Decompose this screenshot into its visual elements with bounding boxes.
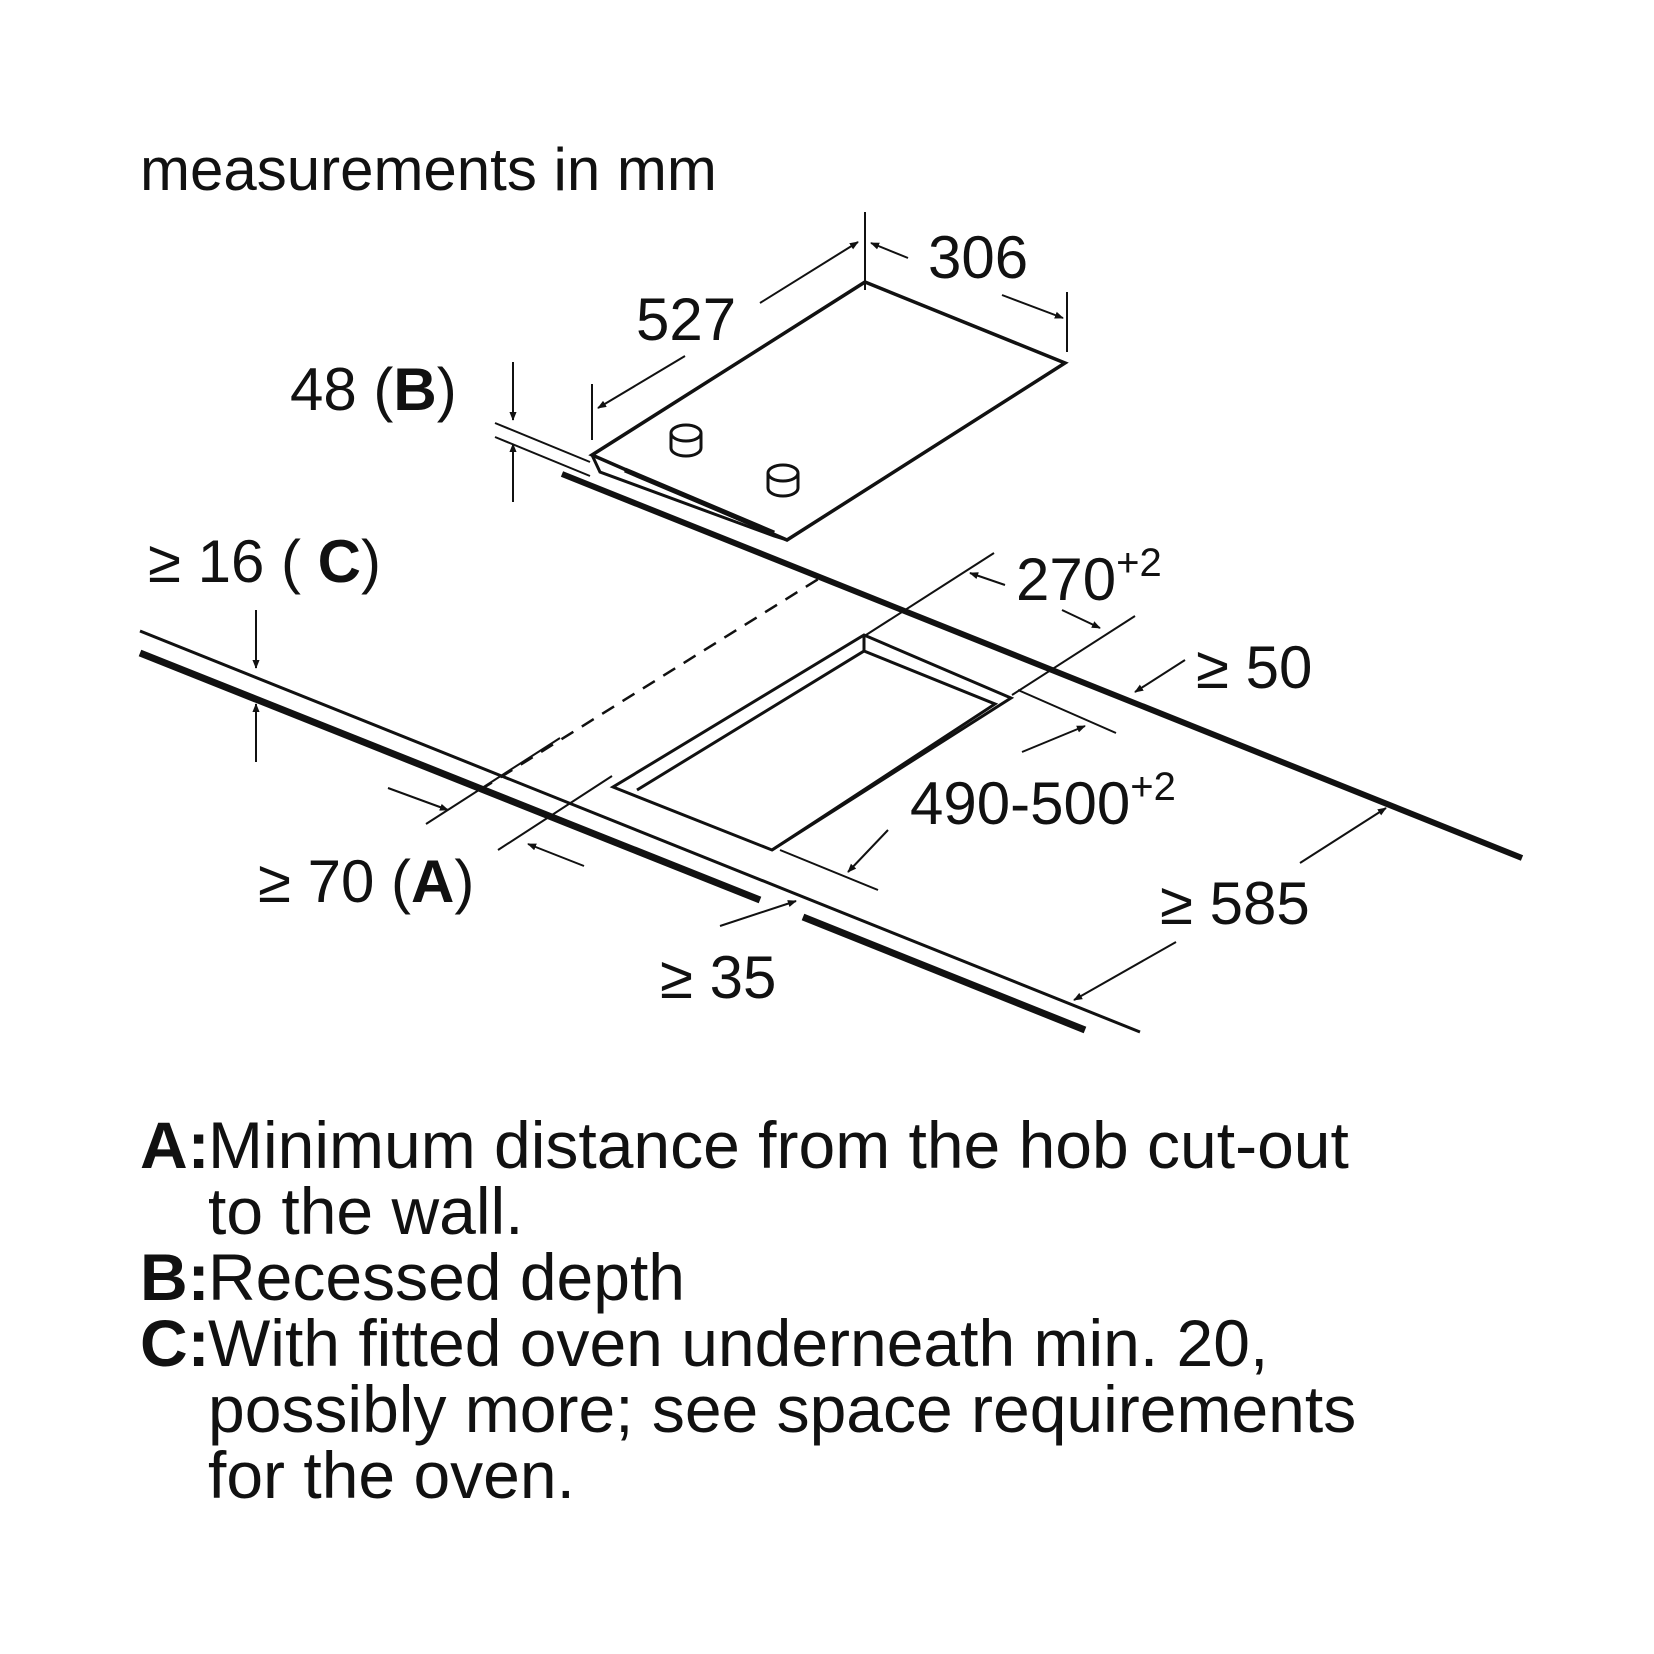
dim-490-500 bbox=[910, 765, 1176, 837]
dim-35: ≥ 35 bbox=[660, 944, 777, 1011]
dim-50-lines bbox=[1018, 660, 1185, 733]
dim-70-lines bbox=[388, 738, 612, 866]
legend-key-b: B: bbox=[140, 1240, 210, 1314]
dim-48-value: 48 bbox=[290, 356, 357, 423]
dim-270-tolerance: +2 bbox=[1116, 541, 1162, 585]
legend-item-b bbox=[140, 1240, 1580, 1314]
legend-key-c: C: bbox=[140, 1306, 210, 1380]
dim-16-c: ≥ 16 ( C) bbox=[148, 528, 381, 595]
dim-306: 306 bbox=[928, 224, 1029, 291]
dim-585: ≥ 585 bbox=[1160, 870, 1310, 937]
dim-16-ref: C bbox=[317, 528, 362, 595]
hidden-edge-dashed bbox=[480, 578, 820, 790]
dim-70-value: ≥ 70 bbox=[258, 848, 375, 915]
legend-item-c bbox=[140, 1306, 1580, 1512]
dim-70-a: ≥ 70 (A) bbox=[258, 848, 475, 915]
legend-text-b: Recessed depth bbox=[208, 1240, 685, 1314]
diagram-title: measurements in mm bbox=[140, 136, 717, 203]
dim-490-value: 490-500 bbox=[910, 770, 1131, 837]
dim-70-ref: A bbox=[411, 848, 455, 915]
legend-item-a bbox=[140, 1108, 1580, 1248]
dim-16-value: ≥ 16 bbox=[148, 528, 265, 595]
legend bbox=[140, 1108, 1580, 1512]
legend-text-c: With fitted oven underneath min. 20, possibly more; see space requirements for the oven. bbox=[208, 1306, 1357, 1512]
dim-527: 527 bbox=[636, 286, 737, 353]
dim-48-b: 48 (B) bbox=[290, 356, 457, 423]
dim-490-tolerance: +2 bbox=[1130, 765, 1176, 809]
dim-50: ≥ 50 bbox=[1196, 634, 1313, 701]
dim-270-value: 270 bbox=[1016, 546, 1117, 613]
legend-key-a: A: bbox=[140, 1108, 210, 1182]
dim-48-ref: B bbox=[393, 356, 437, 423]
legend-text-a: Minimum distance from the hob cut-out to the wall. bbox=[208, 1108, 1349, 1248]
worktop-front-bottom-edge-right bbox=[803, 917, 1085, 1030]
dim-270 bbox=[1016, 541, 1162, 613]
dim-35-lines bbox=[720, 901, 796, 926]
